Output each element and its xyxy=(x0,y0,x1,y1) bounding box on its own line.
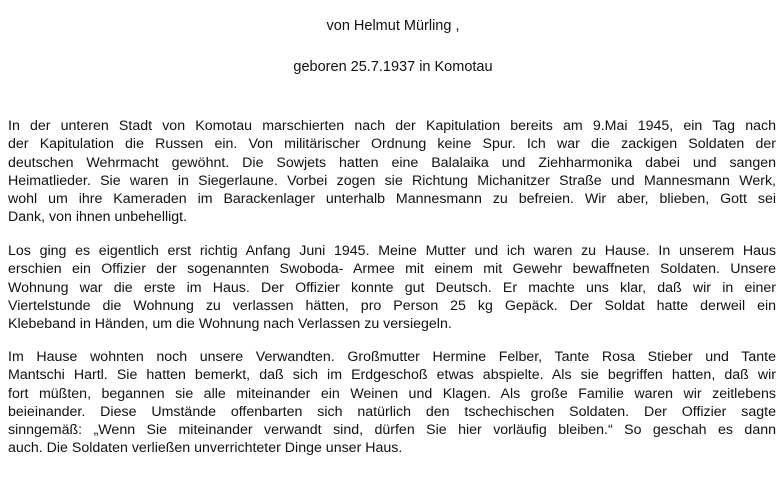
text-line: erschien ein Offizier der sogenannten Swoboda- Armee mit einem mit Gewehr bewaffneten Soldaten. Unsere xyxy=(8,261,776,278)
text-line: fort müßten, begannen sie alle miteinander ein Weinen und Klagen. Als große Familie waren wir zeitlebens xyxy=(8,385,776,402)
text-line: sinngemäß: „Wenn Sie miteinander verwandt sind, dürfen Sie hier vorläufig bleiben.“ So geschah es dann xyxy=(8,422,776,439)
text-line: In der unteren Stadt von Komotau marschierten nach der Kapitulation bereits am 9.Mai 1945, ein Tag nach xyxy=(8,118,776,134)
paragraph-1 xyxy=(8,117,776,227)
text-line: Im Hause wohnten noch unsere Verwandten. Großmutter Hermine Felber, Tante Rosa Stieber und Tante xyxy=(8,349,776,365)
text-line: wohl um ihre Kameraden im Barackenlager unterhalb Mannesmann zu befreien. Wir aber, blieben, Gott sei xyxy=(8,191,776,208)
text-line: der Kapitulation die Russen ein. Von militärischer Ordnung keine Spur. Ich war die zackigen Soldaten der xyxy=(8,136,776,153)
text-line: Mantschi Hartl. Sie hatten bemerkt, daß sich im Erdgeschoß etwas abspielte. Als sie begriffen hatten, daß wir xyxy=(8,367,776,384)
birth-line: geboren 25.7.1937 in Komotau xyxy=(293,59,493,75)
text-line: Viertelstunde die Wohnung zu verlassen hätten, pro Person 25 kg Gepäck. Der Soldat hatte derweil ein xyxy=(8,297,776,314)
text-line: auch. Die Soldaten verließen unverrichteter Dinge unser Haus. xyxy=(8,440,403,457)
text-line: Los ging es eigentlich erst richtig Anfang Juni 1945. Meine Mutter und ich waren zu Hause. In unserem Haus xyxy=(8,243,776,259)
author-line: von Helmut Mürling , xyxy=(326,18,460,34)
text-line: Wohnung war die erste im Haus. Der Offizier konnte gut Deutsch. Er machte uns klar, daß wir in einer xyxy=(8,279,776,296)
text-line: beieinander. Diese Umstände offenbarten sich natürlich den tschechischen Soldaten. Der Offizier sagte xyxy=(8,403,776,420)
paragraph-2 xyxy=(8,242,776,333)
text-line: Heimatlieder. Sie waren in Siegerlaune. Vorbei zogen sie Richtung Michanitzer Straße und Mannesmann Werk, xyxy=(8,172,776,189)
paragraph-3 xyxy=(8,348,776,458)
text-line: Dank, von ihnen unbehelligt. xyxy=(8,209,188,226)
text-line: Klebeband in Händen, um die Wohnung nach Verlassen zu versiegeln. xyxy=(8,316,452,333)
text-line: deutschen Wehrmacht gewöhnt. Die Sowjets hatten eine Balalaika und Ziehharmonika dabei und sangen xyxy=(8,154,776,171)
